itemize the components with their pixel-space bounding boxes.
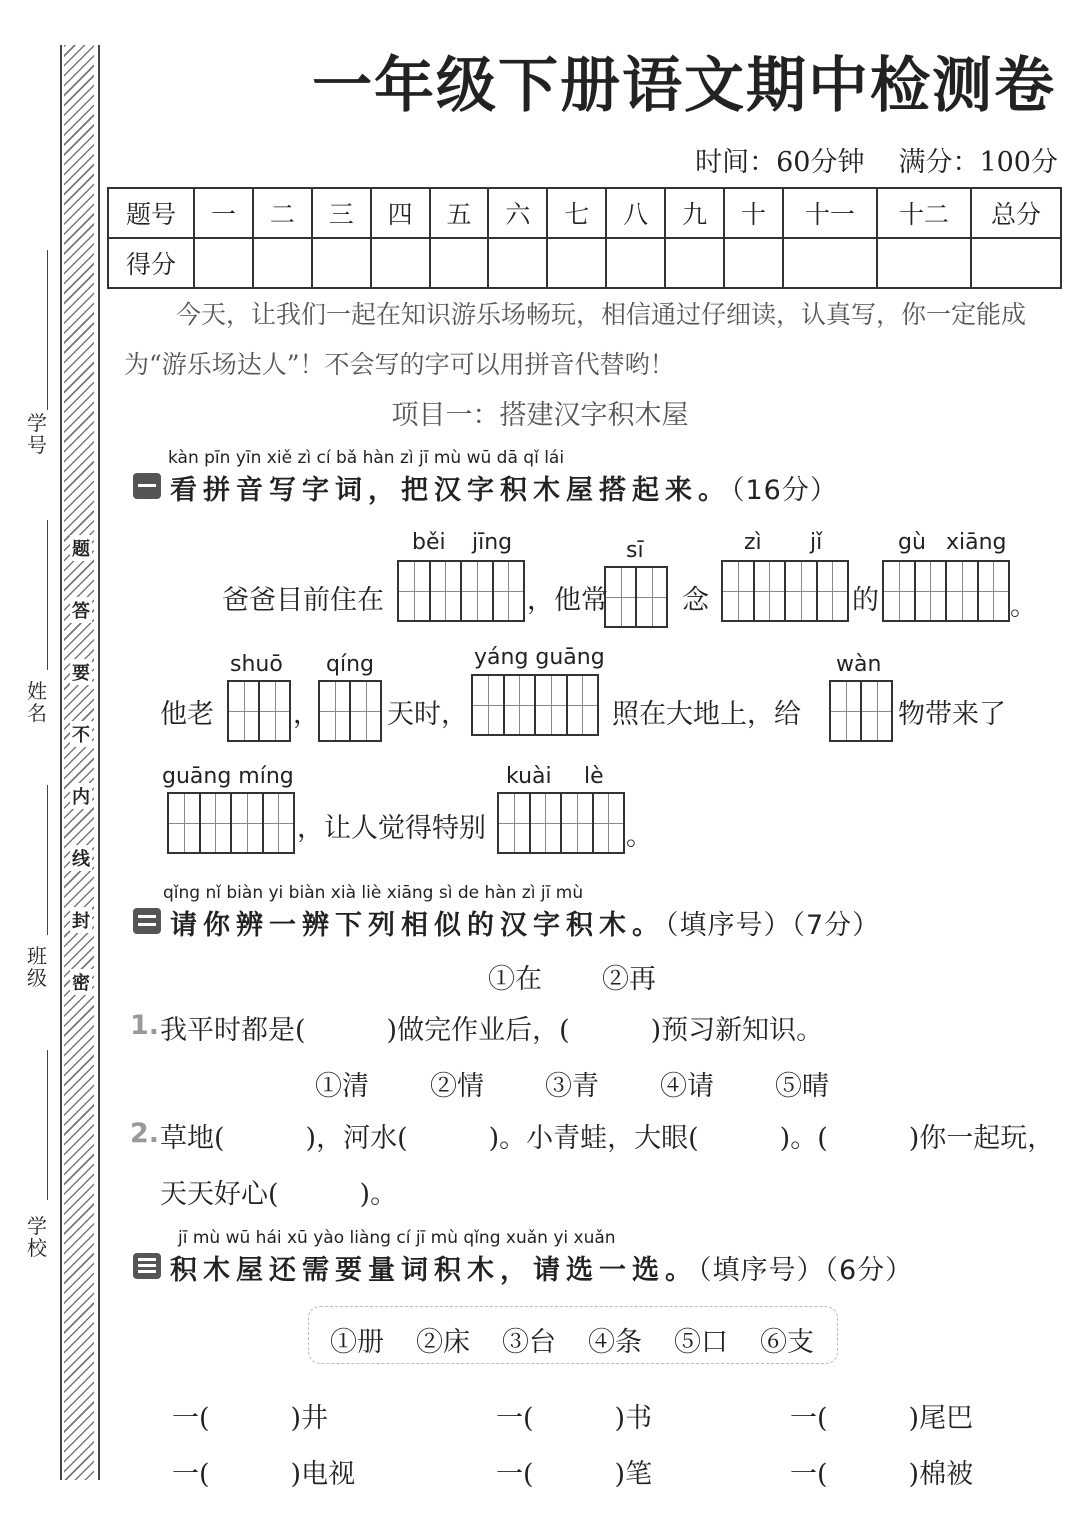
- s1-l2-text-b: ，: [293, 699, 320, 730]
- intro-text: [124, 290, 1044, 390]
- writing-grid[interactable]: [721, 560, 849, 622]
- writing-grid[interactable]: [471, 674, 599, 736]
- score-header-cell: 九: [665, 188, 724, 238]
- writing-grid[interactable]: [882, 560, 1010, 622]
- writing-grid[interactable]: [497, 792, 625, 854]
- section1-points: （16分）: [731, 475, 838, 506]
- class-line: [47, 785, 48, 935]
- s2-option: ②再: [602, 964, 656, 995]
- s2-q2-number: 2.: [130, 1118, 160, 1149]
- section1-title: 看拼音写字词，把汉字积木屋搭起来。: [170, 475, 731, 506]
- s3-fill-item: 一( )笔: [496, 1459, 653, 1490]
- writing-grid[interactable]: [829, 680, 893, 742]
- score-input-cell[interactable]: [371, 238, 430, 288]
- section3-number-icon: [133, 1253, 161, 1279]
- s3-option: ⑤口: [674, 1327, 728, 1358]
- s3-options-box: [308, 1306, 838, 1364]
- score-header-cell: 三: [312, 188, 371, 238]
- score-table: [107, 187, 1062, 289]
- score-header-cell: 总分: [971, 188, 1061, 238]
- s3-fill-item: 一( )电视: [172, 1459, 356, 1490]
- s1-l3-text-a: ，让人觉得特别: [297, 813, 486, 844]
- score-input-cell[interactable]: [877, 238, 971, 288]
- s1-l3-pinyin-a: guāng míng: [162, 764, 294, 789]
- exam-title: 一年级下册语文期中检测卷: [312, 51, 1056, 121]
- binding-line-left: [60, 45, 62, 1480]
- score-input-cell[interactable]: [606, 238, 665, 288]
- score-header-row: [108, 188, 1061, 238]
- s1-l1-pinyin-b: sī: [626, 538, 644, 563]
- writing-grid[interactable]: [318, 680, 382, 742]
- s1-l3-pinyin-b2: lè: [584, 764, 604, 789]
- score-header-cell: 十一: [783, 188, 877, 238]
- s1-l1-pinyin-d1: gù: [898, 530, 926, 555]
- s1-l3-pinyin-b1: kuài: [506, 764, 552, 789]
- score-header-cell: 一: [194, 188, 253, 238]
- score-input-cell[interactable]: [253, 238, 312, 288]
- s3-fill-item: 一( )棉被: [790, 1459, 974, 1490]
- s1-l1-pinyin-c1: zì: [744, 530, 762, 555]
- s2-q1-text: 我平时都是( )做完作业后，( )预习新知识。: [160, 1015, 824, 1046]
- s2-option: ⑤晴: [775, 1071, 829, 1102]
- student-no-label: 学号: [27, 411, 47, 457]
- s1-l2-pinyin-b: qíng: [326, 652, 374, 677]
- section1-heading: [170, 468, 838, 507]
- score-header-cell: 题号: [108, 188, 194, 238]
- binding-hatch: [64, 45, 94, 1480]
- s1-l2-text-e: 物带来了: [898, 699, 1006, 730]
- score-input-cell[interactable]: [724, 238, 783, 288]
- seal-char: 线: [70, 845, 92, 871]
- s1-l2-text-c: 天时，: [387, 699, 468, 730]
- student-no-line: [47, 250, 48, 410]
- school-line: [47, 1050, 48, 1200]
- s1-l2-text-a: 他老: [160, 699, 214, 730]
- project-title: 项目一：搭建汉字积木屋: [391, 400, 689, 431]
- name-label: 姓名: [27, 679, 47, 725]
- section2-number-icon: [133, 908, 161, 934]
- writing-grid[interactable]: [227, 680, 291, 742]
- score-input-cell[interactable]: [430, 238, 489, 288]
- s2-option: ④请: [660, 1071, 714, 1102]
- section1-number-icon: [133, 473, 161, 499]
- score-header-cell: 十二: [877, 188, 971, 238]
- score-input-cell[interactable]: [783, 238, 877, 288]
- s3-option: ①册: [330, 1327, 384, 1358]
- s1-l1-text-c: 念: [682, 585, 709, 616]
- seal-char: 密: [70, 969, 92, 995]
- s1-l1-text-a: 爸爸目前住在: [222, 585, 384, 616]
- section3-pinyin: jī mù wū hái xū yào liàng cí jī mù qǐng xuǎn yi xuǎn: [178, 1228, 616, 1248]
- school-label: 学校: [27, 1214, 47, 1260]
- score-input-cell[interactable]: [665, 238, 724, 288]
- section2-heading: [170, 903, 880, 942]
- s1-l2-pinyin-d: wàn: [836, 652, 882, 677]
- writing-grid[interactable]: [167, 792, 295, 854]
- s3-option: ②床: [416, 1327, 470, 1358]
- section2-points: （填序号）（7分）: [665, 910, 881, 941]
- seal-char: 内: [70, 783, 92, 809]
- s3-option: ④条: [588, 1327, 642, 1358]
- score-header-cell: 六: [488, 188, 547, 238]
- score-header-cell: 十: [724, 188, 783, 238]
- s2-q1-number: 1.: [130, 1010, 160, 1041]
- s1-l2-pinyin-a: shuō: [230, 652, 283, 677]
- s2-option: ①在: [488, 964, 542, 995]
- s1-l1-pinyin-a1: běi: [412, 530, 446, 555]
- score-input-cell[interactable]: [971, 238, 1061, 288]
- s3-fill-item: 一( )尾巴: [790, 1403, 974, 1434]
- s1-l1-text-e: 。: [1010, 591, 1037, 622]
- score-value-row: [108, 238, 1061, 288]
- s1-l1-pinyin-d2: xiāng: [946, 530, 1007, 555]
- section1-pinyin: kàn pīn yīn xiě zì cí bǎ hàn zì jī mù wū dā qǐ lái: [168, 448, 565, 468]
- s2-q2-text: 草地( )，河水( )。小青蛙，大眼( )。( )你一起玩，: [160, 1123, 1055, 1154]
- score-row-label: 得分: [108, 238, 194, 288]
- writing-grid[interactable]: [604, 566, 668, 628]
- seal-char: 要: [70, 659, 92, 685]
- seal-char: 题: [70, 535, 92, 561]
- s3-option: ③台: [502, 1327, 556, 1358]
- score-header-cell: 四: [371, 188, 430, 238]
- s1-l2-text-d: 照在大地上，给: [612, 699, 801, 730]
- exam-time: 时间：60分钟: [695, 147, 865, 178]
- s1-l1-pinyin-a2: jīng: [472, 530, 513, 555]
- s1-l1-text-b: ，他常: [527, 585, 608, 616]
- seal-char: 答: [70, 597, 92, 623]
- score-header-cell: 七: [547, 188, 606, 238]
- s1-l1-text-d: 的: [852, 585, 879, 616]
- s2-option: ③青: [545, 1071, 599, 1102]
- s1-l2-pinyin-c: yáng guāng: [474, 645, 605, 670]
- s1-l1-pinyin-c2: jǐ: [810, 530, 823, 555]
- s2-option: ②情: [430, 1071, 484, 1102]
- section3-heading: [170, 1248, 913, 1287]
- class-label: 班级: [27, 944, 47, 990]
- s1-l3-text-b: 。: [626, 821, 653, 852]
- exam-meta: [661, 140, 1058, 179]
- exam-full-score: 满分：100分: [898, 147, 1058, 178]
- score-input-cell[interactable]: [488, 238, 547, 288]
- intro-line-1: 今天，让我们一起在知识游乐场畅玩，相信通过仔细读，认真写，你一定能成: [176, 300, 1027, 329]
- binding-line-right: [98, 45, 100, 1480]
- seal-char: 封: [70, 907, 92, 933]
- writing-grid[interactable]: [397, 560, 525, 622]
- section3-points: （填序号）（6分）: [698, 1255, 914, 1286]
- s2-q2-text-b: 天天好心( )。: [160, 1179, 398, 1210]
- s3-fill-item: 一( )书: [496, 1403, 653, 1434]
- score-input-cell[interactable]: [194, 238, 253, 288]
- s2-option: ①清: [315, 1071, 369, 1102]
- intro-line-2: 为“游乐场达人”！不会写的字可以用拼音代替哟！: [124, 350, 675, 379]
- section2-pinyin: qǐng nǐ biàn yi biàn xià liè xiāng sì de hàn zì jī mù: [163, 883, 584, 903]
- name-line: [47, 520, 48, 670]
- s3-fill-item: 一( )井: [172, 1403, 329, 1434]
- score-input-cell[interactable]: [312, 238, 371, 288]
- score-header-cell: 八: [606, 188, 665, 238]
- seal-char: 不: [70, 721, 92, 747]
- s3-option: ⑥支: [760, 1327, 814, 1358]
- score-header-cell: 五: [430, 188, 489, 238]
- section2-title: 请你辨一辨下列相似的汉字积木。: [170, 910, 665, 941]
- score-input-cell[interactable]: [547, 238, 606, 288]
- score-header-cell: 二: [253, 188, 312, 238]
- section3-title: 积木屋还需要量词积木，请选一选。: [170, 1255, 698, 1286]
